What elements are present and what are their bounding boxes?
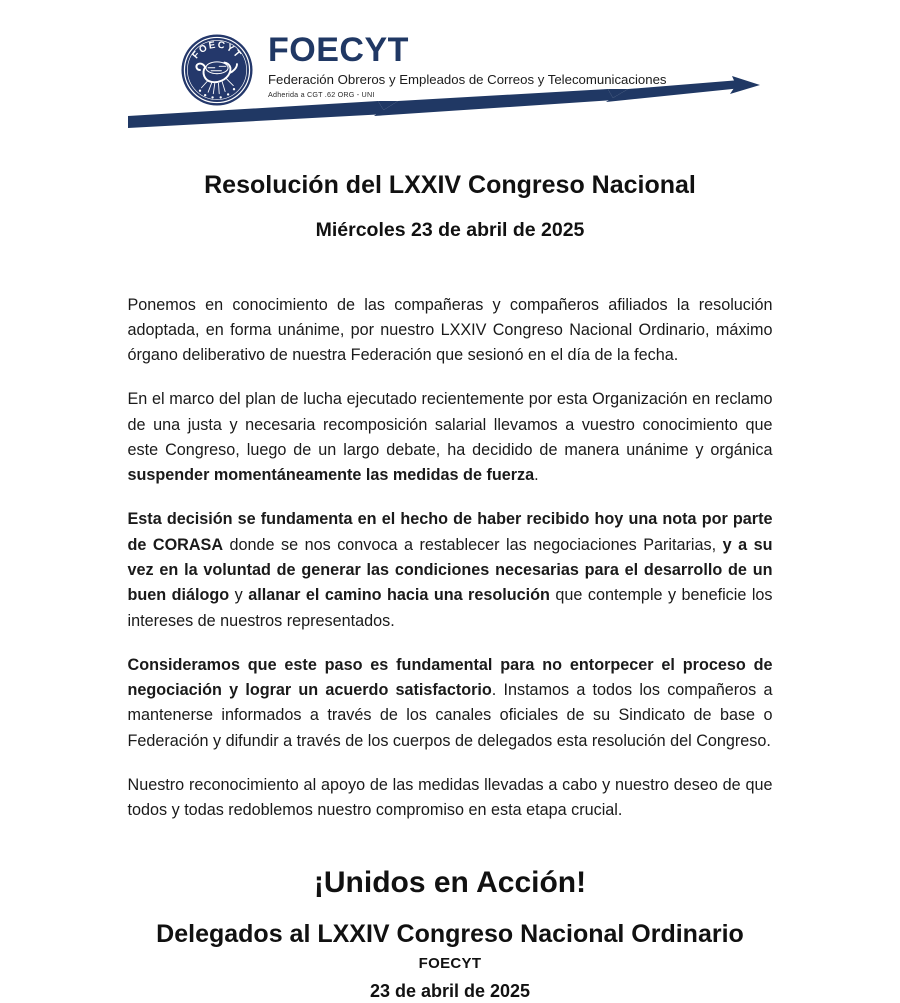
svg-text:FOECYT: FOECYT [190,39,244,62]
text-run: que contemple y beneficie los intereses de nuestros representados. [127,586,773,630]
paragraph-3 [128,507,773,633]
letterhead [0,0,900,150]
text-run: Ponemos en conocimiento de las compañeras y compañeros afiliados la resolución adoptada, en forma unánime, por nuestro LXXIV Congreso Nacional Ordinario, máximo órgano deliberativo de nuestra Federación que sesionó en el día de la fecha. [127,295,773,365]
document-body [0,150,900,1003]
signatory-body: Delegados al LXXIV Congreso Nacional Ordinario [156,920,744,949]
text-run: Nuestro reconocimiento al apoyo de las medidas llevadas a cabo y nuestro deseo de que todos y todas redoblemos nuestro compromiso en esta etapa crucial. [127,775,773,820]
signatory-organization: FOECYT [418,955,482,973]
paragraph-5 [128,773,773,824]
emphasis-run: Consideramos que este paso es fundamental para no entorpecer el proceso de negociación y lograr un acuerdo satisfactorio [127,655,773,700]
text-run: donde se nos convoca a restablecer las negociaciones Paritarias, [223,535,723,554]
emphasis-run: y a su vez en la voluntad de generar las condiciones necesarias para el desarrollo de un buen diálogo [127,535,773,605]
text-run: . [534,466,539,485]
emphasis-run: Esta decisión se fundamenta en el hecho de haber recibido hoy una nota por parte de CORASA [127,510,773,554]
organization-name: FOECYT [268,31,409,69]
text-run: En el marco del plan de lucha ejecutado recientemente por esta Organización en reclamo de una justa y necesaria recomposición salarial llevamos a vuestro conocimiento que este Congreso, luego de un largo debate, ha decidido de manera unánime y orgánica [127,390,773,459]
resolution-text [128,243,773,824]
emphasis-run: suspender momentáneamente las medidas de fuerza [127,466,535,485]
slogan: ¡Unidos en Acción! [313,866,587,900]
organization-affiliation: Adherida a CGT .62 ORG - UNI [268,90,375,100]
closing-block [0,865,900,1003]
text-run: . Instamos a todos los compañeros a mantenerse informados a través de los canales oficiales de su Sindicato de base o Federación y difundir a través de los cuerpos de delegados esta resolución del Congreso. [127,681,773,750]
page-subtitle: Miércoles 23 de abril de 2025 [315,219,585,242]
text-run: y [229,586,249,605]
organization-subtitle: Federación Obreros y Empleados de Correos y Telecomunicaciones [268,72,667,87]
emphasis-run: allanar el camino hacia una resolución [248,586,550,605]
signatory-date: 23 de abril de 2025 [369,981,531,1002]
lightning-arrow-rule-icon [128,76,768,128]
paragraph-4 [128,653,773,754]
paragraph-1 [128,293,773,369]
title-block [0,170,900,243]
paragraph-2 [128,387,773,488]
page-title: Resolución del LXXIV Congreso Nacional [204,171,696,199]
